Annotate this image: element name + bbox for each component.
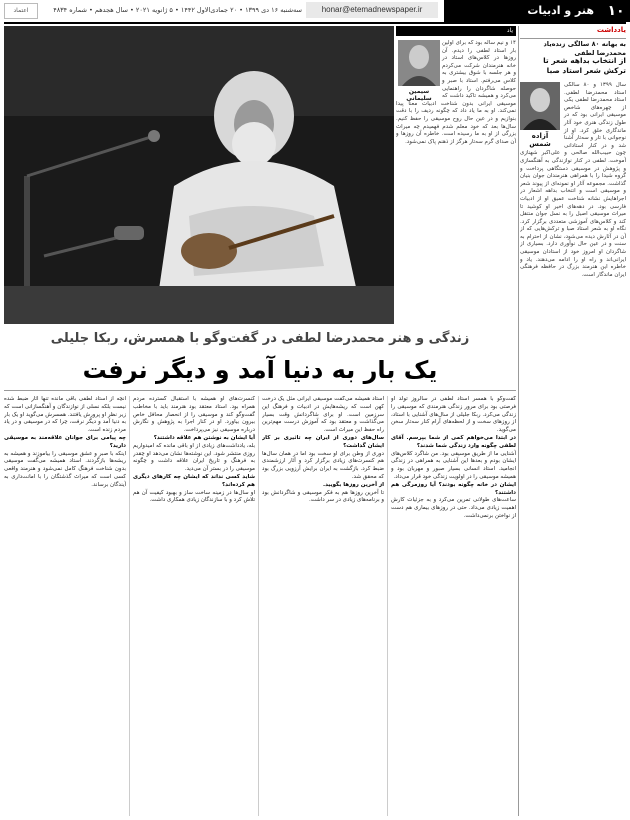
interview-question: از آخرین روزها بگویید. [323, 481, 384, 488]
musician-photo [4, 26, 394, 324]
side-author-portrait [398, 40, 440, 86]
article-paragraph: اینکه با صبر و عشق موسیقی را بیاموزند و همیشه به ریشه‌ها بازگردند. استاد همیشه می‌گفت موسیقی بدون شناخت فرهنگ کامل نمی‌شود و هنرمند واقعی کسی است که میراث گذشتگان را با امانت‌داری به آیندگان برساند. [4, 450, 126, 488]
interview-question: چه پیامی برای جوانان علاقه‌مند به موسیقی دارید؟ [4, 434, 126, 449]
side-article-label: یاد [396, 26, 516, 36]
article-paragraph: بله، یادداشت‌های زیادی از او باقی مانده که امیدواریم روزی منتشر شود. این نوشته‌ها نشان می‌دهد او چقدر به فرهنگ و تاریخ ایران علاقه داشت و چگونه موسیقی را در بستر آن می‌دید. [133, 442, 255, 473]
section-email[interactable]: honar@etemadnewspaper.ir [306, 2, 438, 18]
column-separator [129, 396, 130, 816]
interview-question: آیا ایشان به نوشتن هم علاقه داشتند؟ [153, 434, 255, 441]
article-kicker: زندگی و هنر محمدرضا لطفی در گفت‌وگو با همسرش، ربکا جلیلی [50, 331, 470, 346]
article-column-2 [262, 396, 384, 816]
opinion-title: از انتخاب بداهه شعر تا ترکش شعر استاد صبا [543, 56, 626, 75]
article-paragraph: دوری از وطن برای او سخت بود اما در همان سال‌ها هم کنسرت‌های زیادی برگزار کرد و آثار ارزشمندی ضبط کرد. بازگشت به ایران برایش آرزویی بزرگ بود که محقق شد. [262, 450, 384, 480]
article-column-3 [133, 396, 255, 816]
opinion-author: آزاده شمس [529, 132, 551, 148]
column-divider [518, 26, 519, 816]
issue-date-line: سه‌شنبه ۱۶ دی ۱۳۹۹ • ۲۰ جمادی‌الاول ۱۴۴۲ • ۵ ژانویه ۲۰۲۱ • سال هجدهم • شماره ۴۸۳۴ [53, 6, 302, 14]
article-headline: یک بار به دنیا آمد و دیگر نرفت [82, 356, 438, 384]
interview-question: ایشان در خانه چگونه بودند؟ آیا روزمرگی هم داشتند؟ [391, 481, 516, 496]
article-column-4 [4, 396, 126, 816]
side-article-text: ۱۴ و نیم ساله بود که برای اولین بار استاد لطفی را دیدم. آن روزها در کلاس‌های استاد در خانه هنرمندان شرکت می‌کردم و هر جلسه با شوق بیشتری به کلاس می‌رفتم. استاد با صبر و حوصله شاگردان را راهنمایی می‌کرد و همیشه تاکید داشت که موسیقی ایرانی بدون شناخت ادبیات معنا پیدا نمی‌کند. او به ما یاد داد که چگونه ردیف را با دقت بنوازیم و در عین حال روح موسیقی را حفظ کنیم. سال‌ها بعد که خود معلم شدم فهمیدم چه میراث بزرگی از او به ما رسیده است. خاطره آن روزها و آن صدای گرم سه‌تار هرگز از ذهنم پاک نمی‌شود. [396, 40, 516, 145]
side-author-photo [398, 40, 440, 86]
article-paragraph: آنچه از استاد لطفی باقی مانده تنها آثار ضبط شده نیست بلکه نسلی از نوازندگان و آهنگسازانی است که زیر نظر او پرورش یافتند. همسرش می‌گوید او یک بار به دنیا آمد و دیگر نرفت، چرا که در موسیقی و در یاد مردم زنده است. [4, 396, 126, 434]
column-separator [258, 396, 259, 816]
headline-rule [4, 390, 516, 391]
opinion-body [520, 82, 626, 816]
article-paragraph: تا آخرین روزها هم به فکر موسیقی و شاگردانش بود و برنامه‌های زیادی در سر داشت. [262, 489, 384, 504]
newspaper-logo: اعتماد [4, 3, 38, 19]
page-number: ۱۰ [602, 0, 630, 22]
article-paragraph: گفت‌وگو با همسر استاد لطفی در سالروز تولد او فرصتی بود برای مرور زندگی هنرمندی که موسیقی را زندگی می‌کرد. ربکا جلیلی از سال‌های آشنایی با استاد، از روزهای سخت و از لحظه‌های آرام کنار سه‌تار سخن می‌گوید. [391, 396, 516, 434]
article-paragraph: او سال‌ها در زمینه ساخت ساز و بهبود کیفیت آن هم تلاش کرد و با سازندگان زیادی همکاری داشت. [133, 489, 255, 504]
opinion-author-portrait [520, 82, 560, 130]
article-paragraph: کنسرت‌های او همیشه با استقبال گسترده مردم همراه بود. استاد معتقد بود هنرمند باید با مخاطب گفت‌وگو کند و موسیقی را از انحصار محافل خاص بیرون بیاورد. او در کنار اجرا به پژوهش و نگارش درباره موسیقی نیز می‌پرداخت. [133, 396, 255, 434]
column-separator [387, 396, 388, 816]
section-title: هنر و ادبیات [444, 0, 602, 22]
interview-question: در ابتدا می‌خواهم کمی از شما بپرسم. آقای لطفی چگونه وارد زندگی شما شدند؟ [391, 434, 516, 449]
opinion-text: سال ۱۳۹۹ و ۸۰ سالگی استاد محمدرضا لطفی. استاد محمدرضا لطفی یکی از چهره‌های شاخص موسیقی ایرانی بود که در طول زندگی هنری خود آثار ماندگاری خلق کرد. او از نوجوانی با تار و سه‌تار آشنا شد و در کنار استادانی چون حبیب‌الله صالحی و علی‌اکبر شهنازی آموخت. لطفی در کنار نوازندگی به آهنگسازی و پژوهش در موسیقی دستگاهی پرداخت و گروه شیدا را با همراهی هنرمندان جوان بنیان گذاشت. مجموعه آثار او نمونه‌ای از پیوند شعر و موسیقی است و انتخاب بداهه اشعار در اجراهایش نشانه شناخت عمیق او از ادبیات فارسی بود. در دهه‌های اخیر او کوشید تا میراث موسیقی اصیل را به نسل جوان منتقل کند و کلاس‌های آموزشی متعددی برگزار کرد. نگاه او به شعر استاد صبا و ترکش‌هایی که از آن در آثارش دیده می‌شود، نشان از احترام به سنت و در عین حال نوآوری دارد. بسیاری از شاگردان او امروز خود از استادان موسیقی ایرانی‌اند و راه او را ادامه می‌دهند. یاد و خاطره این هنرمند بزرگ در حافظه فرهنگی ایران ماندگار است. [520, 82, 626, 278]
opinion-column [520, 26, 626, 816]
top-bar [0, 0, 630, 22]
article-paragraph: ساعت‌های طولانی تمرین می‌کرد و به جزئیات کارش اهمیت زیادی می‌داد. حتی در روزهای بیماری هم دست از نواختن برنمی‌داشت. [391, 497, 516, 519]
interview-question: سال‌های دوری از ایران چه تاثیری بر کار ایشان گذاشت؟ [262, 434, 384, 449]
musician-photo-illustration [4, 26, 394, 324]
side-article [396, 26, 516, 324]
article-paragraph: آشنایی ما از طریق موسیقی بود. من شاگرد کلاس‌های ایشان بودم و بعدها این آشنایی به همراهی در زندگی انجامید. استاد انسانی بسیار صبور و مهربان بود و همیشه موسیقی را در اولویت زندگی خود قرار می‌داد. [391, 450, 516, 480]
article-body [4, 396, 516, 816]
article-paragraph: استاد همیشه می‌گفت موسیقی ایرانی مثل یک درخت کهن است که ریشه‌هایش در ادبیات و فرهنگ این سرزمین است. او برای شاگردانش وقت بسیار می‌گذاشت و معتقد بود که آموزش درست مهم‌ترین راه حفظ این میراث است. [262, 396, 384, 434]
opinion-subhead: به بهانه ۸۰ سالگی زنده‌یاد محمدرضا لطفی [543, 40, 626, 57]
side-article-author: سیمین سلیمانی [406, 88, 432, 102]
article-column-1 [391, 396, 516, 816]
opinion-label: یادداشت [520, 26, 626, 39]
header-rule [4, 22, 626, 24]
opinion-author-photo [520, 82, 560, 130]
interview-question: شاید کسی نداند که ایشان چه کارهای دیگری هم کرده‌اند؟ [133, 473, 255, 488]
